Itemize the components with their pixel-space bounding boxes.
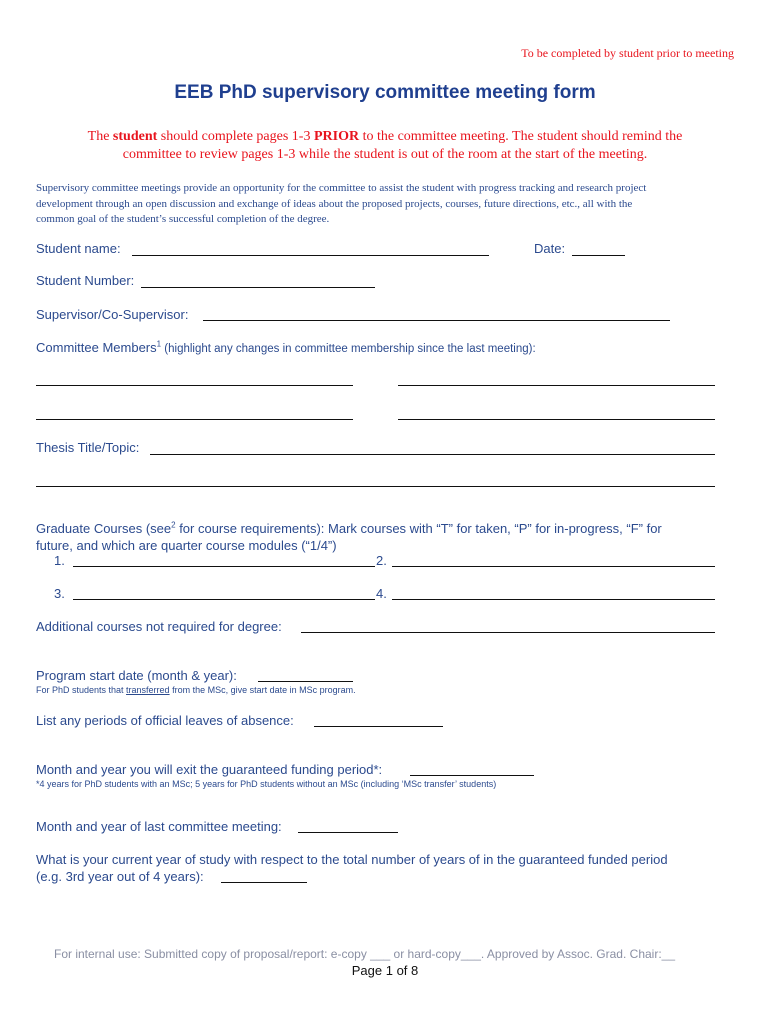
- committee-member-field-3[interactable]: [36, 419, 353, 420]
- date-field[interactable]: [572, 255, 625, 256]
- supervisor-label: Supervisor/Co-Supervisor:: [36, 307, 189, 322]
- intro-line: common goal of the student’s successful completion of the degree.: [36, 213, 330, 225]
- instruction-bold-prior: PRIOR: [313, 129, 360, 144]
- current-year-label: [36, 851, 668, 885]
- current-year-field[interactable]: [221, 882, 307, 883]
- committee-members-label: [36, 340, 536, 355]
- page-title: EEB PhD supervisory committee meeting form: [174, 82, 596, 103]
- course-3-field[interactable]: [73, 599, 375, 600]
- graduate-courses-label: [36, 520, 662, 554]
- graduate-courses-line-1: [36, 520, 662, 537]
- last-meeting-field[interactable]: [298, 832, 398, 833]
- thesis-label: Thesis Title/Topic:: [36, 440, 140, 455]
- leaves-field[interactable]: [314, 726, 443, 727]
- instruction-part: to the committee meeting. The student should remind the: [359, 129, 683, 144]
- course-3-label: 3.: [54, 586, 65, 601]
- last-meeting-label: Month and year of last committee meeting:: [36, 819, 282, 834]
- thesis-field-line-2[interactable]: [36, 486, 715, 487]
- graduate-courses-line-2: future, and which are quarter course modules (“1/4”): [36, 538, 337, 553]
- exit-funding-field[interactable]: [410, 775, 534, 776]
- grad-courses-text: Graduate Courses (see: [36, 521, 172, 536]
- additional-courses-label: Additional courses not required for degree:: [36, 619, 282, 634]
- intro-line: Supervisory committee meetings provide an opportunity for the committee to assist the student with progress tracking and research project: [36, 182, 647, 194]
- grad-courses-text: for course requirements): Mark courses with “T” for taken, “P” for in-progress, “F” for: [175, 521, 662, 536]
- committee-note: (highlight any changes in committee membership since the last meeting):: [161, 343, 536, 355]
- course-2-field[interactable]: [392, 566, 715, 567]
- instruction-part: should complete pages 1-3: [157, 129, 314, 144]
- exit-funding-label: Month and year you will exit the guaranteed funding period*:: [36, 762, 383, 777]
- course-2-label: 2.: [376, 553, 387, 568]
- internal-use-footer: For internal use: Submitted copy of proposal/report: e-copy ___ or hard-copy___. Approved by Assoc. Grad. Chair:__: [54, 947, 676, 961]
- transferred-link: transferred: [126, 685, 170, 695]
- page-number: Page 1 of 8: [351, 963, 419, 978]
- course-4-label: 4.: [376, 586, 387, 601]
- course-1-field[interactable]: [73, 566, 375, 567]
- current-year-line-2: (e.g. 3rd year out of 4 years):: [36, 869, 204, 884]
- course-4-field[interactable]: [392, 599, 715, 600]
- intro-line: development through an open discussion and exchange of ideas about the proposed projects, courses, future directions, etc., all with the: [36, 197, 633, 210]
- committee-member-field-4[interactable]: [398, 419, 715, 420]
- footnote-ref: 2: [171, 520, 176, 530]
- course-1-label: 1.: [54, 553, 65, 568]
- student-name-label: Student name:: [36, 241, 121, 256]
- committee-member-field-2[interactable]: [398, 385, 715, 386]
- exit-funding-note: *4 years for PhD students with an MSc; 5 years for PhD students without an MSc (including ‘MSc transfer’ students): [36, 779, 497, 789]
- student-number-field[interactable]: [141, 287, 375, 288]
- current-year-line-1: What is your current year of study with respect to the total number of years of in the guaranteed funded period: [36, 852, 668, 867]
- instruction-line-1: [0, 128, 770, 146]
- instruction-bold-student: student: [112, 129, 158, 144]
- student-number-label: Student Number:: [36, 273, 135, 288]
- additional-courses-field[interactable]: [301, 632, 715, 633]
- intro-paragraph: [36, 181, 646, 228]
- program-start-field[interactable]: [258, 681, 353, 682]
- note-text: from the MSc, give start date in MSc program.: [169, 685, 356, 695]
- committee-member-field-1[interactable]: [36, 385, 353, 386]
- leaves-label: List any periods of official leaves of absence:: [36, 713, 294, 728]
- committee-members-text: Committee Members: [36, 340, 157, 355]
- supervisor-field[interactable]: [203, 320, 670, 321]
- program-start-note: [36, 685, 356, 695]
- note-text: For PhD students that: [36, 685, 127, 695]
- instruction-part: The: [87, 129, 113, 144]
- instruction-text: [0, 128, 770, 164]
- program-start-label: Program start date (month & year):: [36, 668, 237, 683]
- date-label: Date:: [534, 241, 566, 256]
- instruction-line-2: committee to review pages 1-3 while the student is out of the room at the start of the meeting.: [122, 147, 648, 162]
- header-note: To be completed by student prior to meeting: [521, 46, 734, 60]
- thesis-field[interactable]: [150, 454, 715, 455]
- student-name-field[interactable]: [132, 255, 489, 256]
- footnote-ref: 1: [156, 339, 162, 349]
